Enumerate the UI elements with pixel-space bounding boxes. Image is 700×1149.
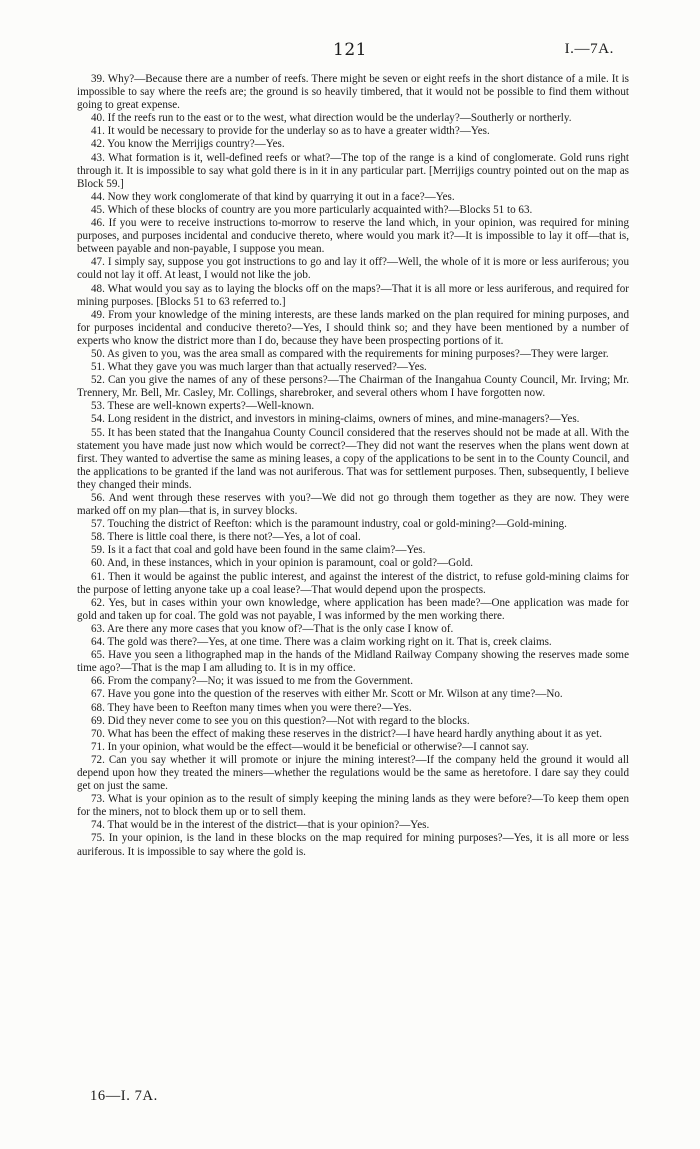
question-paragraph: 49. From your knowledge of the mining interests, are these lands marked on the plan required for mining purposes, and for purposes incidental and conducive thereto?—Yes, I should think so; and they have been mentioned by a number of experts who know the district more than I do, because they have been prospecting portions of it. — [77, 308, 629, 347]
question-paragraph: 63. Are there any more cases that you know of?—That is the only case I know of. — [91, 622, 454, 635]
question-paragraph: 50. As given to you, was the area small as compared with the requirements for mining purposes?—They were larger. — [91, 347, 609, 360]
question-paragraph: 73. What is your opinion as to the result of simply keeping the mining lands as they were before?—To keep them open for the miners, not to block them up or to sell them. — [77, 793, 629, 819]
question-paragraph: 58. There is little coal there, is there not?—Yes, a lot of coal. — [91, 531, 361, 544]
question-paragraph: 46. If you were to receive instructions to-morrow to reserve the land which, in your opinion, was required for mining purposes, and purposes incidental and conducive thereto, where would you mark it?—It is impossible to lay it off—that is, between payable and non-payable, I suppose you mean. — [77, 217, 629, 256]
question-paragraph: 74. That would be in the interest of the district—that is your opinion?—Yes. — [91, 819, 430, 832]
page-number: 121 — [333, 40, 367, 60]
printer-signature: 16—I. 7A. — [90, 1088, 158, 1104]
question-paragraph: 44. Now they work conglomerate of that kind by quarrying it out in a face?—Yes. — [91, 190, 455, 203]
question-paragraph: 70. What has been the effect of making these reserves in the district?—I have heard hardly anything about it as yet. — [91, 727, 602, 740]
question-paragraph: 52. Can you give the names of any of these persons?—The Chairman of the Inangahua County Council, Mr. Irving; Mr. Trennery, Mr. Bell, Mr. Casley, Mr. Collings, sharebroker, and several others whom I have forgotten now. — [77, 374, 629, 400]
question-paragraph: 64. The gold was there?—Yes, at one time. There was a claim working right on it. That is, creek claims. — [91, 636, 552, 649]
question-paragraph: 43. What formation is it, well-defined reefs or what?—The top of the range is a kind of conglomerate. Gold runs right through it. It is impossible to say what gold there is in it in any particular part. [Merrijigs country pointed out on the map as Block 59.] — [77, 151, 629, 190]
testimony-text — [77, 73, 629, 859]
question-paragraph: 56. And went through these reserves with you?—We did not go through them together as they are now. They were marked off on my plan—that is, in survey blocks. — [77, 492, 629, 518]
question-paragraph: 54. Long resident in the district, and investors in mining-claims, owners of mines, and mine-managers?—Yes. — [91, 413, 580, 426]
question-paragraph: 66. From the company?—No; it was issued to me from the Government. — [91, 675, 413, 688]
question-paragraph: 47. I simply say, suppose you got instructions to go and lay it off?—Well, the whole of it is more or less auriferous; you could not lay it off. At least, I would not like the job. — [77, 256, 629, 282]
question-paragraph: 51. What they gave you was much larger than that actually reserved?—Yes. — [91, 361, 427, 374]
question-paragraph: 41. It would be necessary to provide for the underlay so as to have a greater width?—Yes. — [91, 125, 490, 138]
document-reference: I.—7A. — [564, 41, 614, 57]
question-paragraph: 40. If the reefs run to the east or to the west, what direction would be the underlay?—Southerly or northerly. — [91, 112, 572, 125]
question-paragraph: 57. Touching the district of Reefton: which is the paramount industry, coal or gold-mining?—Gold-mining. — [91, 518, 567, 531]
question-paragraph: 59. Is it a fact that coal and gold have been found in the same claim?—Yes. — [91, 544, 426, 557]
question-paragraph: 69. Did they never come to see you on this question?—Not with regard to the blocks. — [91, 714, 470, 727]
question-paragraph: 60. And, in these instances, which in your opinion is paramount, coal or gold?—Gold. — [91, 557, 474, 570]
question-paragraph: 42. You know the Merrijigs country?—Yes. — [91, 138, 285, 151]
question-paragraph: 48. What would you say as to laying the blocks off on the maps?—That it is all more or less auriferous, and required for mining purposes. [Blocks 51 to 63 referred to.] — [77, 282, 629, 308]
question-paragraph: 72. Can you say whether it will promote or injure the mining interest?—If the company held the ground it would all depend upon how they treated the miners—whether the regulations would be the same as heretofore. I dare say they could get on just the same. — [77, 753, 629, 793]
question-paragraph: 71. In your opinion, what would be the effect—would it be beneficial or otherwise?—I cannot say. — [91, 740, 529, 753]
question-paragraph: 67. Have you gone into the question of the reserves with either Mr. Scott or Mr. Wilson at any time?—No. — [91, 688, 563, 701]
question-paragraph: 53. These are well-known experts?—Well-known. — [91, 400, 315, 413]
question-paragraph: 75. In your opinion, is the land in these blocks on the map required for mining purposes?—Yes, it is all more or less auriferous. It is impossible to say where the gold is. — [77, 832, 629, 858]
question-paragraph: 45. Which of these blocks of country are you more particularly acquainted with?—Blocks 51 to 63. — [91, 203, 533, 216]
question-paragraph: 39. Why?—Because there are a number of reefs. There might be seven or eight reefs in the short distance of a mile. It is impossible to say where the reefs are; the ground is so heavily timbered, that it would not be possible to find them without going to great expense. — [77, 73, 629, 112]
question-paragraph: 61. Then it would be against the public interest, and against the interest of the district, to refuse gold-mining claims for the purpose of letting anyone take up a coal lease?—That would depend upon the prospects. — [77, 570, 629, 596]
question-paragraph: 68. They have been to Reefton many times when you were there?—Yes. — [91, 701, 412, 714]
question-paragraph: 62. Yes, but in cases within your own knowledge, where application has been made?—One application was made for gold and taken up for coal. The gold was not payable, I was informed by the men working there. — [77, 596, 629, 622]
question-paragraph: 55. It has been stated that the Inangahua County Council considered that the reserves should not be made at all. With the statement you have made just now which would be correct?—They did not want the reserves when the plans went down at first. They wanted to advertise the same as mining leases, a copy of the applications to be sent in to the County Council, and the applications to be granted if the land was not auriferous. That was for settlement purposes. Then, subsequently, I believe they changed their minds. — [77, 426, 629, 491]
page-header — [0, 40, 700, 62]
question-paragraph: 65. Have you seen a lithographed map in the hands of the Midland Railway Company showing the reserves made some time ago?—That is the map I am alluding to. It is in my office. — [77, 649, 629, 675]
